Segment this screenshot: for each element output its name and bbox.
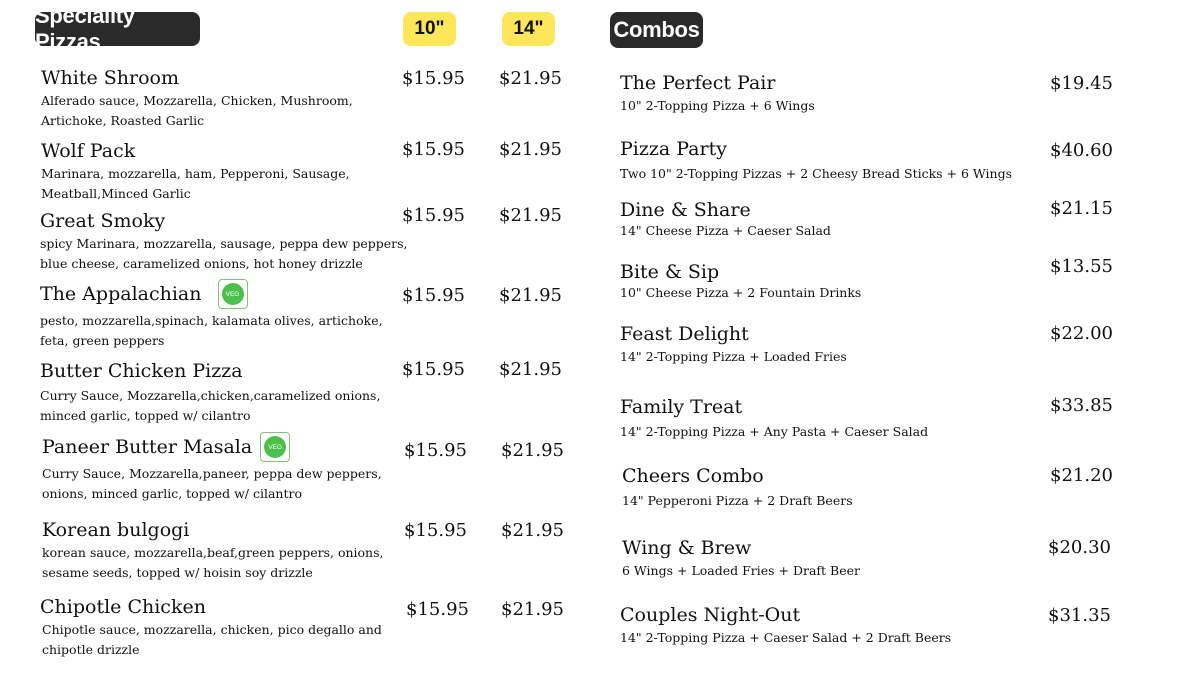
combo-desc: 14" Cheese Pizza + Caeser Salad — [620, 223, 831, 238]
veg-icon — [218, 279, 248, 309]
combo-price: $19.45 — [1050, 73, 1113, 94]
pizza-item — [41, 140, 350, 204]
combo-item — [620, 396, 928, 442]
pizza-desc-line: Curry Sauce, Mozzarella,chicken,caramelized onions, — [40, 388, 381, 403]
price-10: $15.95 — [406, 599, 469, 620]
veg-badge-label: VEG — [222, 283, 244, 305]
pizza-desc-line: Chipotle sauce, mozzarella, chicken, pico degallo and — [42, 622, 382, 637]
pizza-desc-line: Curry Sauce, Mozzarella,paneer, peppa dew peppers, — [42, 466, 382, 481]
pizza-name: Butter Chicken Pizza — [40, 360, 243, 382]
pizza-item — [42, 519, 384, 583]
size-10-header: 10" — [403, 12, 456, 46]
price-10: $15.95 — [402, 68, 465, 89]
pizza-item — [40, 596, 382, 660]
combo-desc: 10" 2-Topping Pizza + 6 Wings — [620, 98, 815, 113]
combo-name: Couples Night-Out — [620, 604, 801, 626]
combo-price: $21.20 — [1050, 465, 1113, 486]
combo-name: Feast Delight — [620, 323, 749, 345]
price-14: $21.95 — [501, 599, 564, 620]
pizza-item — [40, 279, 383, 351]
combo-price: $31.35 — [1048, 605, 1111, 626]
pizza-item — [42, 432, 382, 504]
pizza-name — [40, 279, 248, 309]
pizza-item — [40, 210, 408, 274]
combo-name: Family Treat — [620, 396, 743, 418]
combo-price: $13.55 — [1050, 256, 1113, 277]
price-10: $15.95 — [404, 440, 467, 461]
speciality-pizzas-header: Speciality Pizzas — [35, 12, 200, 46]
price-14: $21.95 — [499, 139, 562, 160]
pizza-desc-line: minced garlic, topped w/ cilantro — [40, 408, 251, 423]
pizza-name: Wolf Pack — [41, 140, 136, 162]
price-10: $15.95 — [404, 520, 467, 541]
price-14: $21.95 — [499, 359, 562, 380]
combo-desc: 14" 2-Topping Pizza + Any Pasta + Caeser Salad — [620, 424, 929, 439]
price-10: $15.95 — [402, 205, 465, 226]
pizza-desc-line: blue cheese, caramelized onions, hot honey drizzle — [40, 256, 363, 271]
price-14: $21.95 — [499, 285, 562, 306]
combo-desc: Two 10" 2-Topping Pizzas + 2 Cheesy Bread Sticks + 6 Wings — [620, 166, 1013, 181]
pizza-desc-line: feta, green peppers — [40, 333, 165, 348]
pizza-name: White Shroom — [41, 67, 179, 89]
combo-price: $22.00 — [1050, 323, 1113, 344]
pizza-name-text: The Appalachian — [40, 283, 202, 305]
combo-price: $33.85 — [1050, 395, 1113, 416]
combo-item — [620, 261, 861, 303]
pizza-name-text: Paneer Butter Masala — [42, 436, 253, 458]
veg-badge-label: VEG — [264, 436, 286, 458]
pizza-desc-line: Artichoke, Roasted Garlic — [41, 113, 205, 128]
price-10: $15.95 — [402, 359, 465, 380]
combo-desc: 14" 2-Topping Pizza + Caeser Salad + 2 Draft Beers — [620, 630, 952, 645]
combos-header: Combos — [610, 12, 703, 48]
combo-item — [620, 604, 951, 648]
combo-name: Cheers Combo — [622, 465, 764, 487]
price-14: $21.95 — [499, 205, 562, 226]
pizza-name — [42, 432, 290, 462]
pizza-name: Korean bulgogi — [42, 519, 190, 541]
price-10: $15.95 — [402, 285, 465, 306]
pizza-desc-line: Marinara, mozzarella, ham, Pepperoni, Sausage, — [41, 166, 350, 181]
price-10: $15.95 — [402, 139, 465, 160]
combo-item — [622, 465, 853, 511]
pizza-name: Chipotle Chicken — [40, 596, 206, 618]
pizza-desc-line: korean sauce, mozzarella,beaf,green peppers, onions, — [42, 545, 384, 560]
combo-desc: 14" 2-Topping Pizza + Loaded Fries — [620, 349, 847, 364]
pizza-item — [41, 67, 353, 131]
pizza-desc-line: chipotle drizzle — [42, 642, 140, 657]
price-14: $21.95 — [501, 520, 564, 541]
combo-desc: 14" Pepperoni Pizza + 2 Draft Beers — [622, 493, 853, 508]
pizza-desc-line: sesame seeds, topped w/ hoisin soy drizzle — [42, 565, 313, 580]
pizza-desc-line: spicy Marinara, mozzarella, sausage, peppa dew peppers, — [40, 236, 408, 251]
pizza-desc-line: Alferado sauce, Mozzarella, Chicken, Mushroom, — [41, 93, 353, 108]
combo-item — [620, 323, 847, 367]
combo-name: Pizza Party — [620, 138, 727, 160]
size-14-header: 14" — [502, 12, 555, 46]
price-14: $21.95 — [499, 68, 562, 89]
combo-item — [622, 537, 860, 581]
combo-item — [620, 199, 831, 241]
combo-name: The Perfect Pair — [620, 72, 776, 94]
combo-item — [620, 138, 1012, 184]
pizza-desc-line: Meatball,Minced Garlic — [41, 186, 191, 201]
combo-desc: 6 Wings + Loaded Fries + Draft Beer — [622, 563, 861, 578]
combo-name: Dine & Share — [620, 199, 751, 221]
combo-desc: 10" Cheese Pizza + 2 Fountain Drinks — [620, 285, 862, 300]
combo-price: $20.30 — [1048, 537, 1111, 558]
pizza-desc-line: onions, minced garlic, topped w/ cilantro — [42, 486, 302, 501]
combo-name: Wing & Brew — [622, 537, 752, 559]
combo-price: $40.60 — [1050, 140, 1113, 161]
pizza-desc-line: pesto, mozzarella,spinach, kalamata olives, artichoke, — [40, 313, 383, 328]
combo-price: $21.15 — [1050, 198, 1113, 219]
combo-name: Bite & Sip — [620, 261, 720, 283]
pizza-name: Great Smoky — [40, 210, 166, 232]
combo-item — [620, 72, 815, 116]
pizza-item — [40, 360, 380, 426]
veg-icon — [260, 432, 290, 462]
price-14: $21.95 — [501, 440, 564, 461]
